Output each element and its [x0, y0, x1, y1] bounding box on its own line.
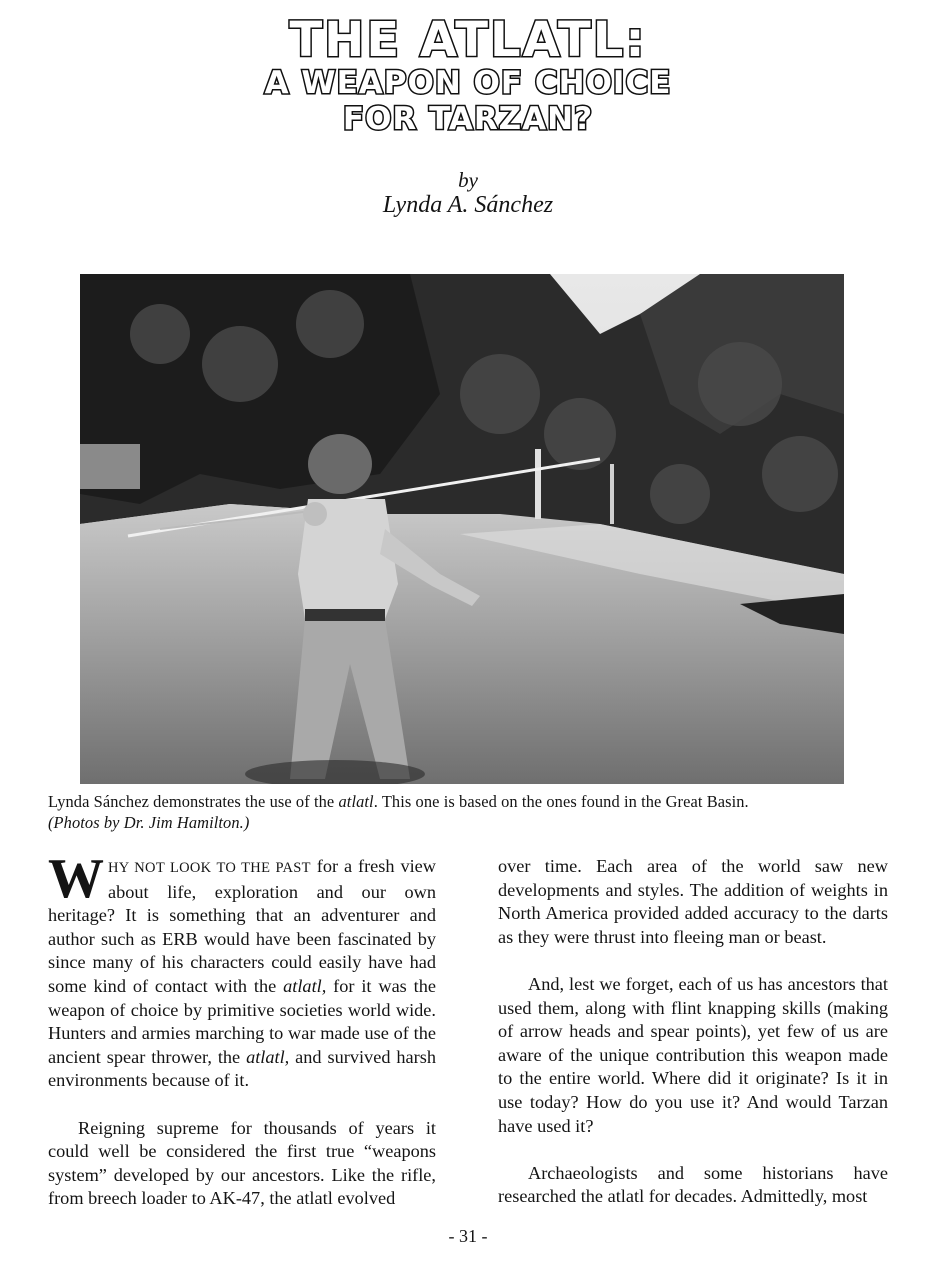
caption-italic-term: atlatl: [338, 792, 374, 811]
caption-text: Lynda Sánchez demonstrates the use of the: [48, 792, 339, 811]
caption-text-end: . This one is based on the ones found in the Great Basin.: [373, 792, 749, 811]
paragraph-1-italic-a: atlatl,: [283, 975, 327, 996]
paragraph-1: [48, 848, 437, 1093]
article-title-line-1: THE ATLATL:: [289, 12, 647, 68]
left-column: [48, 848, 437, 1211]
paragraph-4: And, lest we forget, each of us has ancestors that used them, along with flint knapping skills (making of arrow heads and spear points), yet few of us are aware of the unique contribution this weapon made to the entire world. Where did it originate? Is it in use today? How do you use it? And would Tarzan have used it?: [498, 973, 888, 1136]
article-photo: [80, 274, 844, 784]
paragraph-2: Reigning supreme for thousands of years it could well be considered the first true “weapons system” developed by our ancestors. Like the rifle, from breech loader to AK-47, the atlatl evolved: [48, 1117, 436, 1209]
paragraph-5: Archaeologists and some historians have researched the atlatl for decades. Admittedly, most: [498, 1162, 888, 1207]
paragraph-3: over time. Each area of the world saw new developments and styles. The addition of weights in North America provided added accuracy to the darts as they were thrust into fleeing man or beast.: [498, 856, 888, 947]
article-title-line-3: FOR TARZAN?: [342, 101, 594, 137]
drop-cap: W: [48, 848, 104, 910]
article-title-line-2: A WEAPON OF CHOICE: [264, 65, 672, 101]
photo-credit: (Photos by Dr. Jim Hamilton.): [48, 813, 250, 832]
author-name: Lynda A. Sánchez: [382, 192, 554, 218]
lead-in-smallcaps: HY NOT LOOK TO THE PAST: [108, 860, 311, 876]
photo-caption: [48, 791, 898, 833]
right-column: [498, 855, 888, 1209]
page-number: - 31 -: [448, 1226, 488, 1246]
paragraph-1-text-b: for it was the weapon of choice by primitive societies world wide. Hunters and armies marching to war made use of the ancient spear thrower, the: [48, 975, 436, 1067]
paragraph-1-italic-b: atlatl,: [246, 1046, 290, 1067]
paragraph-1-text-c: and survived harsh environments because of it.: [48, 1046, 436, 1091]
byline: by: [458, 168, 478, 192]
paragraph-1-text-a: for a fresh view about life, exploration and our own heritage? It is something that an adventurer and author such as ERB would have been fascinated by since many of his characters could easily have had some kind of contact with the: [48, 856, 437, 996]
